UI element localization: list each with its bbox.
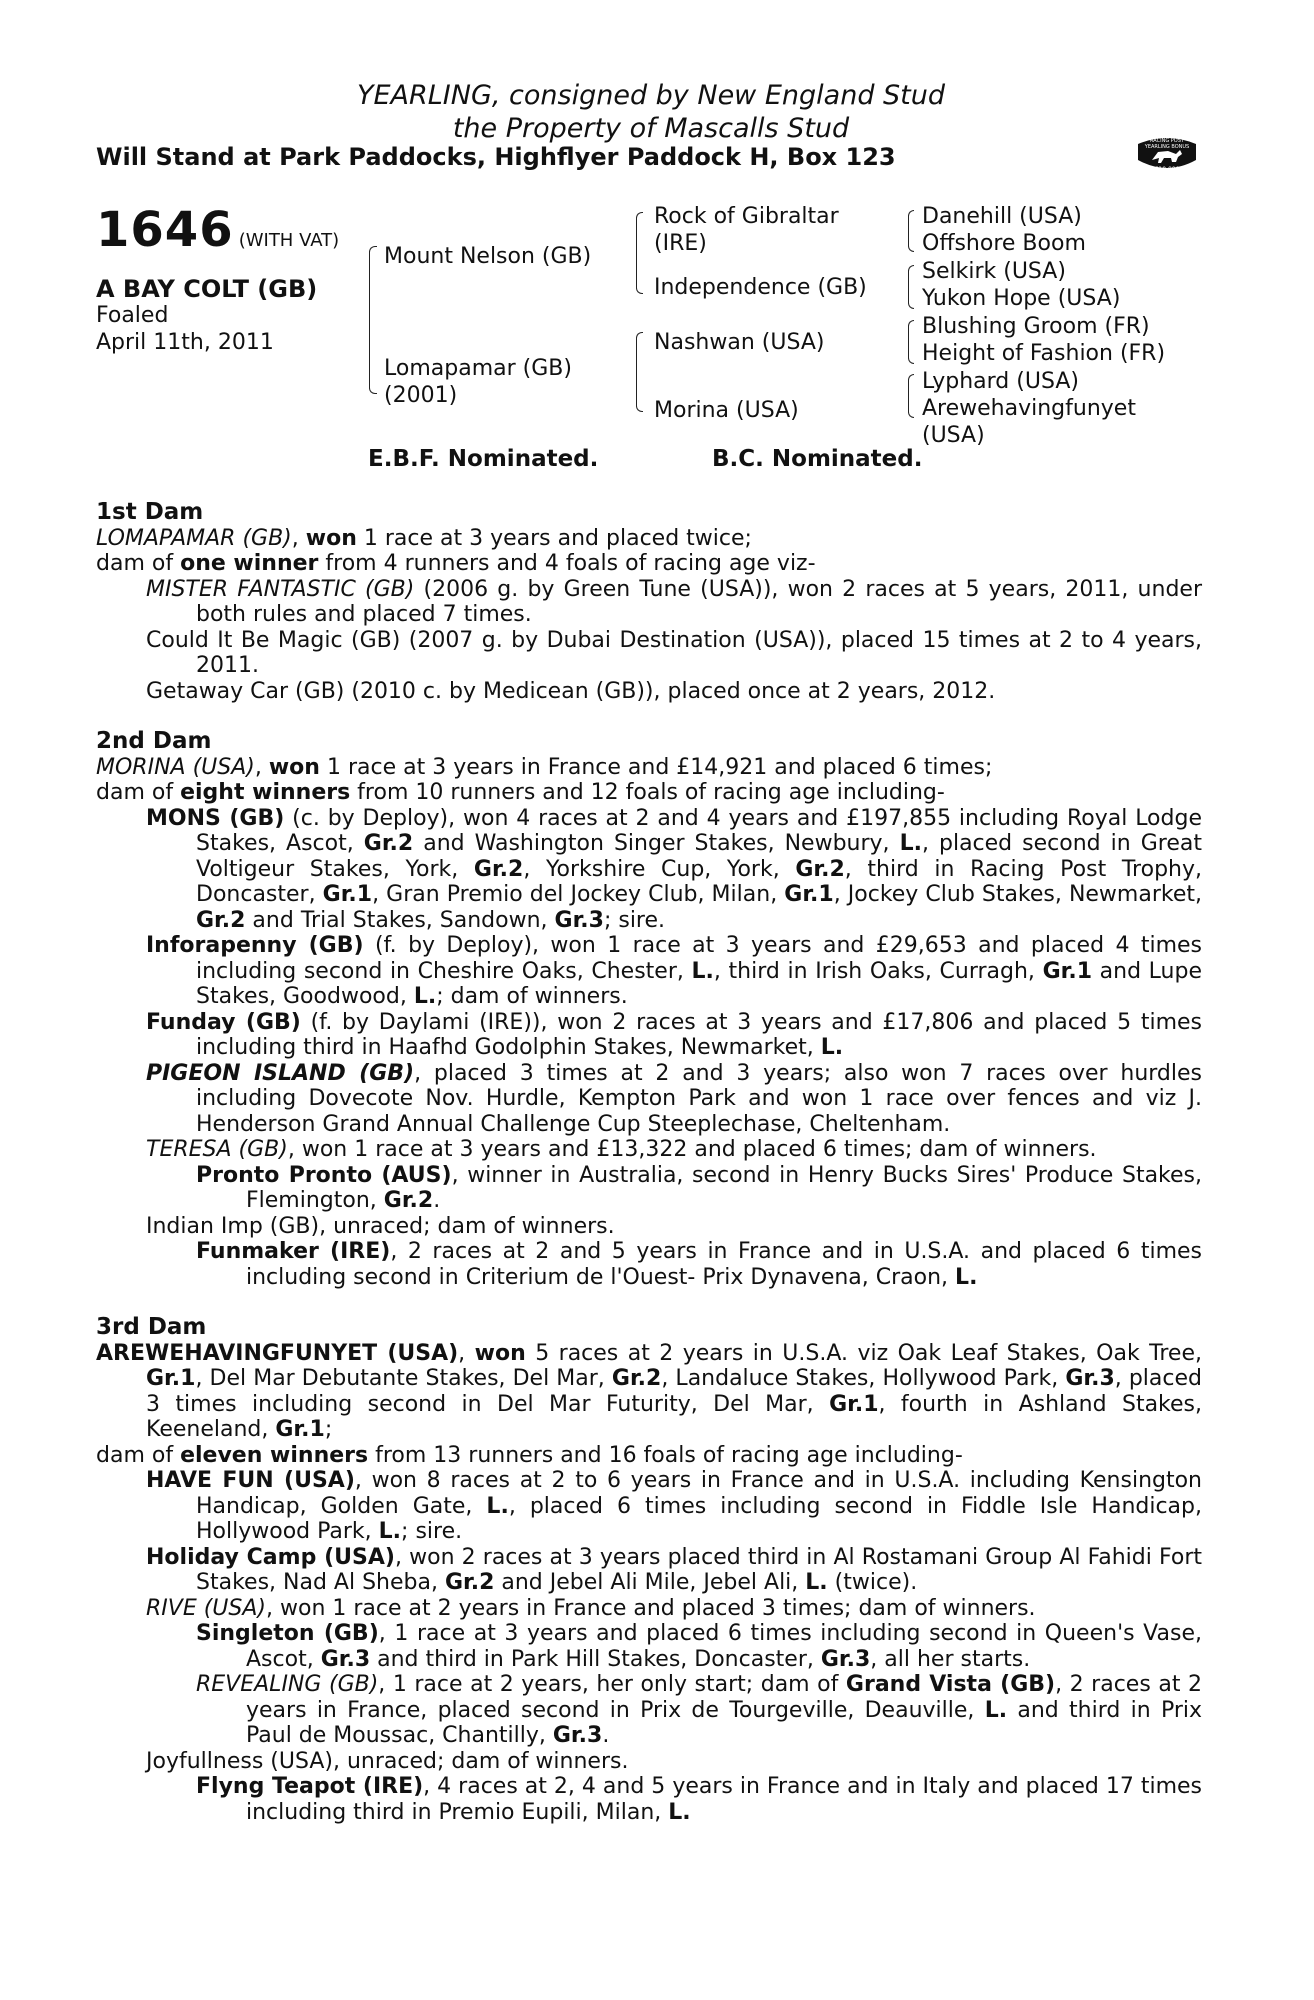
entry-text: , won 2 races at 3 years placed third in Al Rostamani Group Al Fahidi Fort Stakes, Nad Al Sheba, <box>196 1544 1202 1595</box>
horse-name: Holiday Camp (USA) <box>146 1544 395 1570</box>
horse-name: HAVE FUN (USA) <box>146 1468 355 1493</box>
entry-text: , won 1 race at 2 years in France and placed 3 times; dam of winners. <box>266 1595 1036 1621</box>
grade: Gr.1 <box>275 1417 325 1442</box>
grade: Gr.2 <box>444 1570 495 1595</box>
entry-text: , 1 race at 2 years, her only start; dam of <box>378 1672 846 1697</box>
horse-name: REVEALING (GB) <box>196 1672 379 1697</box>
grade: Gr.2 <box>196 907 246 933</box>
entry-text: , Del Mar Debutante Stakes, Del Mar, <box>195 1366 612 1391</box>
entry-text: and third in Park Hill Stakes, Doncaster, <box>370 1646 821 1672</box>
entry-text: . <box>433 1188 441 1213</box>
grade: Gr.1 <box>1042 958 1092 984</box>
pedigree-brace-main <box>369 246 377 394</box>
horse-name: Flyng Teapot (IRE) <box>196 1774 424 1799</box>
grade: Gr.3 <box>552 1723 603 1748</box>
pedigree-ddd-country: (USA) <box>922 423 985 448</box>
badge-top-text: RACING POST <box>1150 138 1184 144</box>
third-dam-won: won <box>474 1340 526 1366</box>
grade: L. <box>668 1799 691 1825</box>
entry-pigeon-island <box>96 1061 1202 1138</box>
entry-text: , 2 races at 2 and 5 years in France and in U.S.A. and placed 6 times including second in Criterium de l'Ouest- Prix Dynavena, Craon, <box>246 1239 1202 1290</box>
pedigree-dsd: Height of Fashion (FR) <box>922 341 1166 366</box>
first-dam-text: 1 race at 3 years and placed twice; <box>356 525 752 551</box>
grade: L. <box>805 1570 828 1595</box>
lot-title: A BAY COLT (GB) <box>96 275 318 303</box>
first-dam-foal-3: Getaway Car (GB) (2010 c. by Medicean (GB)), placed once at 2 years, 2012. <box>146 678 996 704</box>
entry-rive <box>96 1596 1202 1622</box>
entry-text: ; dam of winners. <box>436 984 628 1009</box>
horse-name: MONS (GB) <box>146 805 285 831</box>
entry-text: , placed 3 times at 2 and 3 years; also won 7 races over hurdles including Dovecote Nov. Hurdle, Kempton Park and won 1 race over fences and viz J. Henderson Grand Annual Challenge Cup Steeplechase, Cheltenham. <box>196 1060 1202 1137</box>
entry-text: and Jebel Ali Mile, Jebel Ali, <box>494 1570 806 1595</box>
pedigree-dam: Lomapamar (GB) <box>384 356 572 381</box>
grade: Gr.1 <box>829 1391 879 1417</box>
horse-name: TERESA (GB) <box>146 1137 288 1162</box>
entry-text: , placed 6 times including second in Fiddle Isle Handicap, Hollywood Park, <box>196 1493 1202 1544</box>
produce-post: from 4 runners and 4 foals of racing age viz- <box>318 551 816 576</box>
entry-text: (twice). <box>827 1570 918 1595</box>
produce-pre: dam of <box>96 780 181 805</box>
entry-joyfullness: Joyfullness (USA), unraced; dam of winners. <box>146 1748 629 1774</box>
entry-text: , Gran Premio del Jockey Club, Milan, <box>372 882 785 907</box>
entry-text: . <box>602 1723 610 1748</box>
foal-name: MISTER FANTASTIC (GB) <box>146 576 415 602</box>
grade: L. <box>955 1264 978 1290</box>
pedigree-dam-year: (2001) <box>384 383 458 408</box>
produce-post: from 13 runners and 16 foals of racing age including- <box>368 1442 963 1468</box>
grade: L. <box>378 1519 402 1544</box>
produce-pre: dam of <box>96 551 181 576</box>
entry-text: ; <box>324 1417 333 1442</box>
pedigree-brace-dd <box>908 374 914 418</box>
grade: Gr.1 <box>322 882 373 907</box>
grade: Gr.1 <box>784 882 834 907</box>
grade: Gr.3 <box>1065 1366 1115 1391</box>
entry-text: , Landaluce Stakes, Hollywood Park, <box>661 1366 1066 1391</box>
foaled-label: Foaled <box>96 303 169 328</box>
grade: Gr.3 <box>320 1646 371 1672</box>
first-dam-produce <box>96 551 1202 577</box>
produce-post: from 10 runners and 12 foals of racing age including- <box>350 780 945 805</box>
foal-text: (2006 g. by Green Tune (USA)), won 2 races at 5 years, 2011, under both rules and placed 7 times. <box>196 576 1202 627</box>
horse-name: Pronto Pronto (AUS) <box>196 1162 452 1188</box>
third-dam-produce <box>96 1443 1202 1469</box>
produce-record <box>96 500 1202 1825</box>
entry-text: (f. by Daylami (IRE)), won 2 races at 3 years and £17,806 and placed 5 times including third in Haafhd Godolphin Stakes, Newmarket, <box>196 1009 1203 1060</box>
first-dam-won: won <box>305 525 357 551</box>
entry-text: , won 8 races at 2 to 6 years in France and in U.S.A. including Kensington Handicap, Golden Gate, <box>196 1468 1203 1519</box>
lot-number-block <box>96 202 339 258</box>
entry-text: and Washington Singer Stakes, Newbury, <box>413 831 900 856</box>
entry-have-fun <box>96 1468 1202 1545</box>
grade: L. <box>486 1493 509 1519</box>
entry-text: , winner in Australia, second in Henry Bucks Sires' Produce Stakes, Flemington, <box>246 1162 1202 1213</box>
entry-text: (c. by Deploy), won 4 races at 2 and 4 years and £197,855 including Royal Lodge Stakes, Ascot, <box>196 805 1202 856</box>
pedigree-brace-dam <box>636 332 643 412</box>
entry-flyng-teapot <box>96 1774 1202 1825</box>
pedigree-dam-sire: Nashwan (USA) <box>654 330 825 355</box>
pedigree-sire-sire: Rock of Gibraltar <box>654 204 839 229</box>
entry-text: , Yorkshire Cup, York, <box>523 856 796 882</box>
entry-text: and Lupe Stakes, Goodwood, <box>196 958 1202 1009</box>
produce-count: eleven winners <box>180 1442 369 1468</box>
grade: L. <box>984 1697 1008 1723</box>
entry-text: , third in Racing Post Trophy, Doncaster, <box>196 856 1202 907</box>
first-dam-name: LOMAPAMAR (GB) <box>96 525 292 551</box>
entry-text: ; sire. <box>401 1519 463 1544</box>
lot-number: 1646 <box>96 202 234 258</box>
entry-text: , fourth in Ashland Stakes, Keeneland, <box>146 1391 1203 1442</box>
entry-teresa <box>96 1137 1202 1163</box>
entry-text: , 1 race at 3 years and placed 6 times including second in Queen's Vase, Ascot, <box>246 1621 1202 1672</box>
entry-text: , won 1 race at 3 years and £13,322 and placed 6 times; dam of winners. <box>287 1137 1097 1162</box>
entry-mons <box>96 806 1202 934</box>
first-dam-heading: 1st Dam <box>96 499 204 525</box>
entry-pronto-pronto <box>96 1163 1202 1214</box>
second-dam-name: MORINA (USA) <box>96 754 255 780</box>
entry-text: , 4 races at 2, 4 and 5 years in France and in Italy and placed 17 times including third in Premio Eupili, Milan, <box>246 1774 1203 1825</box>
grade: L. <box>899 831 922 856</box>
horse-name: PIGEON ISLAND (GB) <box>146 1060 415 1086</box>
third-dam-name: AREWEHAVINGFUNYET (USA) <box>96 1340 459 1366</box>
pedigree-brace-sd <box>908 265 914 309</box>
grade: Gr.2 <box>473 856 524 882</box>
entry-text: , all her starts. <box>870 1646 1031 1672</box>
ebf-nominated: E.B.F. Nominated. <box>368 446 599 472</box>
grade: L. <box>413 984 437 1009</box>
horse-name: Grand Vista (GB) <box>845 1672 1056 1697</box>
second-dam-won: won <box>268 754 320 780</box>
third-dam-record: AREWEHAVINGFUNYET (USA), won 5 races at 2 years in U.S.A. viz Oak Leaf Stakes, Oak Tree, Gr.1, Del Mar Debutante Stakes, Del Mar, Gr.2, Landaluce Stakes, Hollywood Park, Gr.3, placed 3 times including second in Del Mar Futurity, Del Mar, Gr.1, fourth in Ashland Stakes, Keeneland, Gr.1; <box>96 1340 1203 1442</box>
entry-inforapenny <box>96 933 1202 1010</box>
entry-text: , placed 3 times including second in Del Mar Futurity, Del Mar, <box>146 1366 1202 1417</box>
pedigree-brace-ss <box>908 210 914 252</box>
stand-location: Will Stand at Park Paddocks, Highflyer Paddock H, Box 123 <box>96 143 896 171</box>
consignor-line: YEARLING, consigned by New England Stud <box>356 80 946 111</box>
grade: Gr.3 <box>820 1646 871 1672</box>
second-dam-record: MORINA (USA), won 1 race at 3 years in France and £14,921 and placed 6 times; <box>96 754 993 780</box>
entry-indian-imp: Indian Imp (GB), unraced; dam of winners. <box>146 1213 615 1239</box>
grade: Gr.2 <box>795 856 845 882</box>
entry-revealing <box>96 1672 1202 1749</box>
produce-count: one winner <box>180 551 319 576</box>
entry-text: , placed second in Great Voltigeur Stakes, York, <box>196 831 1202 882</box>
entry-text: and third in Prix Paul de Moussac, Chantilly, <box>246 1697 1202 1748</box>
entry-text: , 2 races at 2 years in France, placed second in Prix de Tourgeville, Deauville, <box>246 1672 1202 1723</box>
third-dam-heading: 3rd Dam <box>96 1314 207 1340</box>
entry-holiday-camp <box>96 1545 1202 1596</box>
entry-text: 5 races at 2 years in U.S.A. viz Oak Leaf Stakes, Oak Tree, <box>525 1340 1202 1366</box>
entry-text: (f. by Deploy), won 1 race at 3 years and £29,653 and placed 4 times including second in Cheshire Oaks, Chester, <box>196 933 1202 984</box>
second-dam-produce <box>96 780 1202 806</box>
horse-name: Singleton (GB) <box>196 1621 379 1646</box>
horse-name: Inforapenny (GB) <box>146 933 364 958</box>
pedigree-dds: Lyphard (USA) <box>922 369 1079 394</box>
grade: Gr.2 <box>611 1366 662 1391</box>
yearling-bonus-badge-icon <box>1134 130 1200 178</box>
entry-singleton <box>96 1621 1202 1672</box>
entry-text: , third in Irish Oaks, Curragh, <box>713 958 1043 984</box>
grade: L. <box>820 1035 844 1060</box>
grade: Gr.1 <box>146 1366 196 1391</box>
grade: Gr.2 <box>363 831 414 856</box>
produce-pre: dam of <box>96 1442 181 1468</box>
produce-count: eight winners <box>180 780 351 805</box>
horse-name: Funmaker (IRE) <box>196 1239 391 1264</box>
foaled-date: April 11th, 2011 <box>96 330 274 355</box>
grade: Gr.3 <box>554 907 604 933</box>
horse-name: Funday (GB) <box>146 1009 301 1035</box>
pedigree-ssd: Offshore Boom <box>922 231 1086 256</box>
horse-name: RIVE (USA) <box>146 1595 267 1621</box>
lot-vat: (WITH VAT) <box>238 230 340 251</box>
pedigree-sire: Mount Nelson (GB) <box>384 244 592 269</box>
grade: Gr.2 <box>383 1188 434 1213</box>
bc-nominated: B.C. Nominated. <box>712 446 923 472</box>
entry-funmaker <box>96 1239 1202 1290</box>
grade: L. <box>691 958 714 984</box>
pedigree-sire-sire-country: (IRE) <box>654 231 707 256</box>
second-dam-heading: 2nd Dam <box>96 728 212 754</box>
pedigree-sds: Selkirk (USA) <box>922 259 1066 284</box>
first-dam-foal-1 <box>96 577 1202 628</box>
pedigree-sire-dam: Independence (GB) <box>654 275 867 300</box>
entry-text: , Jockey Club Stakes, Newmarket, <box>833 882 1202 907</box>
entry-funday <box>96 1010 1202 1061</box>
first-dam-foal-2: Could It Be Magic (GB) (2007 g. by Dubai Destination (USA)), placed 15 times at 2 to 4 years, 2011. <box>146 627 1202 678</box>
second-dam-text: 1 race at 3 years in France and £14,921 and placed 6 times; <box>319 754 993 780</box>
pedigree-sss: Danehill (USA) <box>922 204 1082 229</box>
first-dam-record: LOMAPAMAR (GB), won 1 race at 3 years and placed twice; <box>96 525 752 551</box>
entry-text: ; sire. <box>603 907 666 933</box>
entry-text: and Trial Stakes, Sandown, <box>245 907 555 933</box>
pedigree-brace-sire <box>636 212 643 294</box>
pedigree-sdd: Yukon Hope (USA) <box>922 286 1121 311</box>
badge-mid-text: YEARLING BONUS <box>1144 144 1190 150</box>
property-line: the Property of Mascalls Stud <box>452 113 850 144</box>
badge-amount-text: £10,000 <box>1154 166 1180 173</box>
pedigree-dam-dam: Morina (USA) <box>654 398 799 423</box>
pedigree-dss: Blushing Groom (FR) <box>922 314 1150 339</box>
pedigree-ddd: Arewehavingfunyet <box>922 396 1136 421</box>
pedigree-brace-ds <box>908 320 914 364</box>
